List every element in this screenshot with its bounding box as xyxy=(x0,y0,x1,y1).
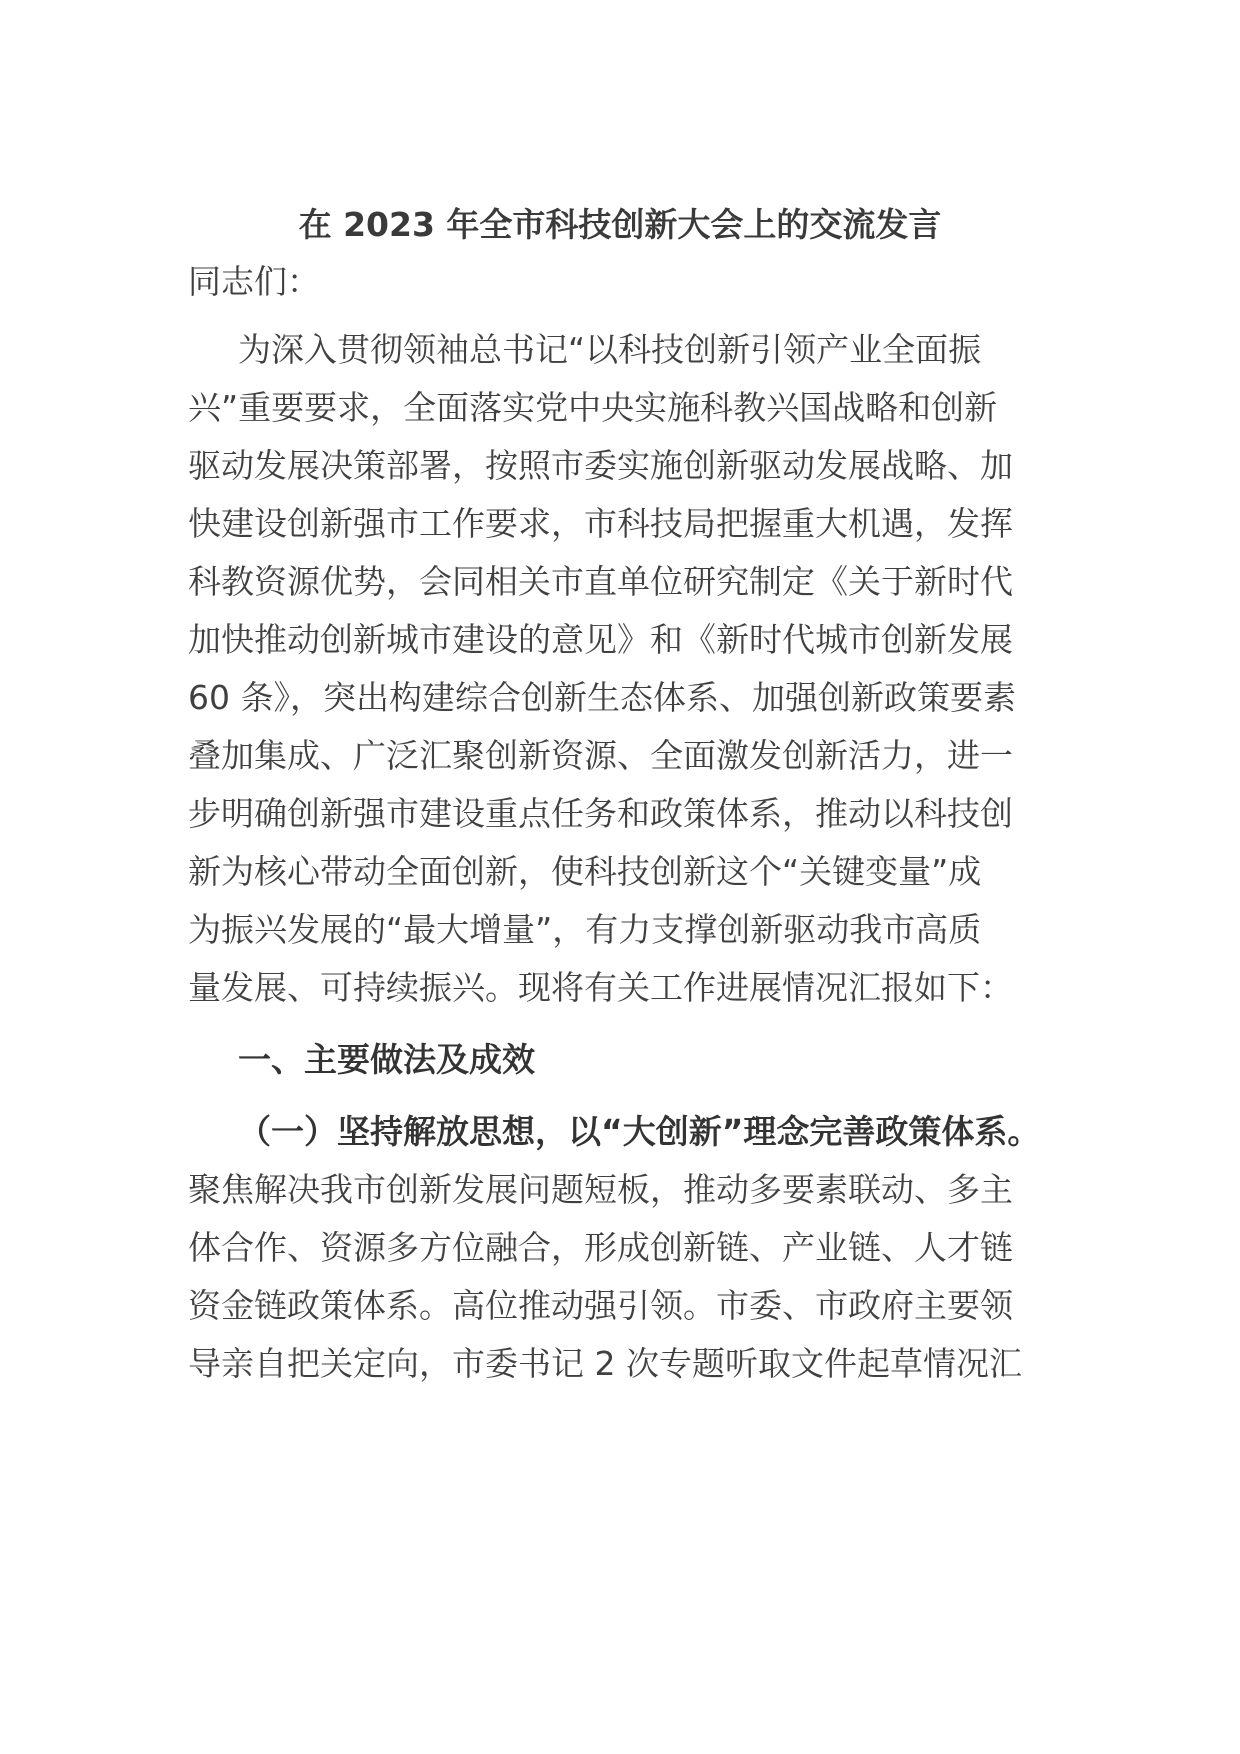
paragraph-line: 快建设创新强市工作要求，市科技局把握重大机遇，发挥 xyxy=(188,504,1013,543)
paragraph-line: 步明确创新强市建设重点任务和政策体系，推动以科技创 xyxy=(188,794,1013,833)
subsection-heading: （一）坚持解放思想，以“大创新”理念完善政策体系。 xyxy=(238,1112,1041,1151)
section-heading: 一、主要做法及成效 xyxy=(238,1040,535,1079)
paragraph-line: 60 条》，突出构建综合创新生态体系、加强创新政策要素 xyxy=(188,678,1016,717)
paragraph-line: 叠加集成、广泛汇聚创新资源、全面激发创新活力，进一 xyxy=(188,736,1013,775)
paragraph-line: 为深入贯彻领袖总书记“以科技创新引领产业全面振 xyxy=(238,330,982,369)
paragraph-line: 新为核心带动全面创新，使科技创新这个“关键变量”成 xyxy=(188,852,982,891)
paragraph-line: 为振兴发展的“最大增量”，有力支撑创新驱动我市高质 xyxy=(188,910,982,949)
salutation: 同志们： xyxy=(188,262,320,301)
paragraph-line: 兴”重要要求，全面落实党中央实施科教兴国战略和创新 xyxy=(188,388,998,427)
paragraph-line: 驱动发展决策部署，按照市委实施创新驱动发展战略、加 xyxy=(188,446,1013,485)
paragraph-line: 量发展、可持续振兴。现将有关工作进展情况汇报如下： xyxy=(188,968,1013,1007)
document-title: 在 2023 年全市科技创新大会上的交流发言 xyxy=(298,205,942,244)
paragraph-line: 加快推动创新城市建设的意见》和《新时代城市创新发展 xyxy=(188,620,1013,659)
paragraph-line: 导亲自把关定向，市委书记 2 次专题听取文件起草情况汇 xyxy=(188,1344,1022,1383)
paragraph-line: 资金链政策体系。高位推动强引领。市委、市政府主要领 xyxy=(188,1286,1013,1325)
paragraph-line: 聚焦解决我市创新发展问题短板，推动多要素联动、多主 xyxy=(188,1170,1013,1209)
paragraph-line: 体合作、资源多方位融合，形成创新链、产业链、人才链 xyxy=(188,1228,1013,1267)
paragraph-line: 科教资源优势，会同相关市直单位研究制定《关于新时代 xyxy=(188,562,1013,601)
